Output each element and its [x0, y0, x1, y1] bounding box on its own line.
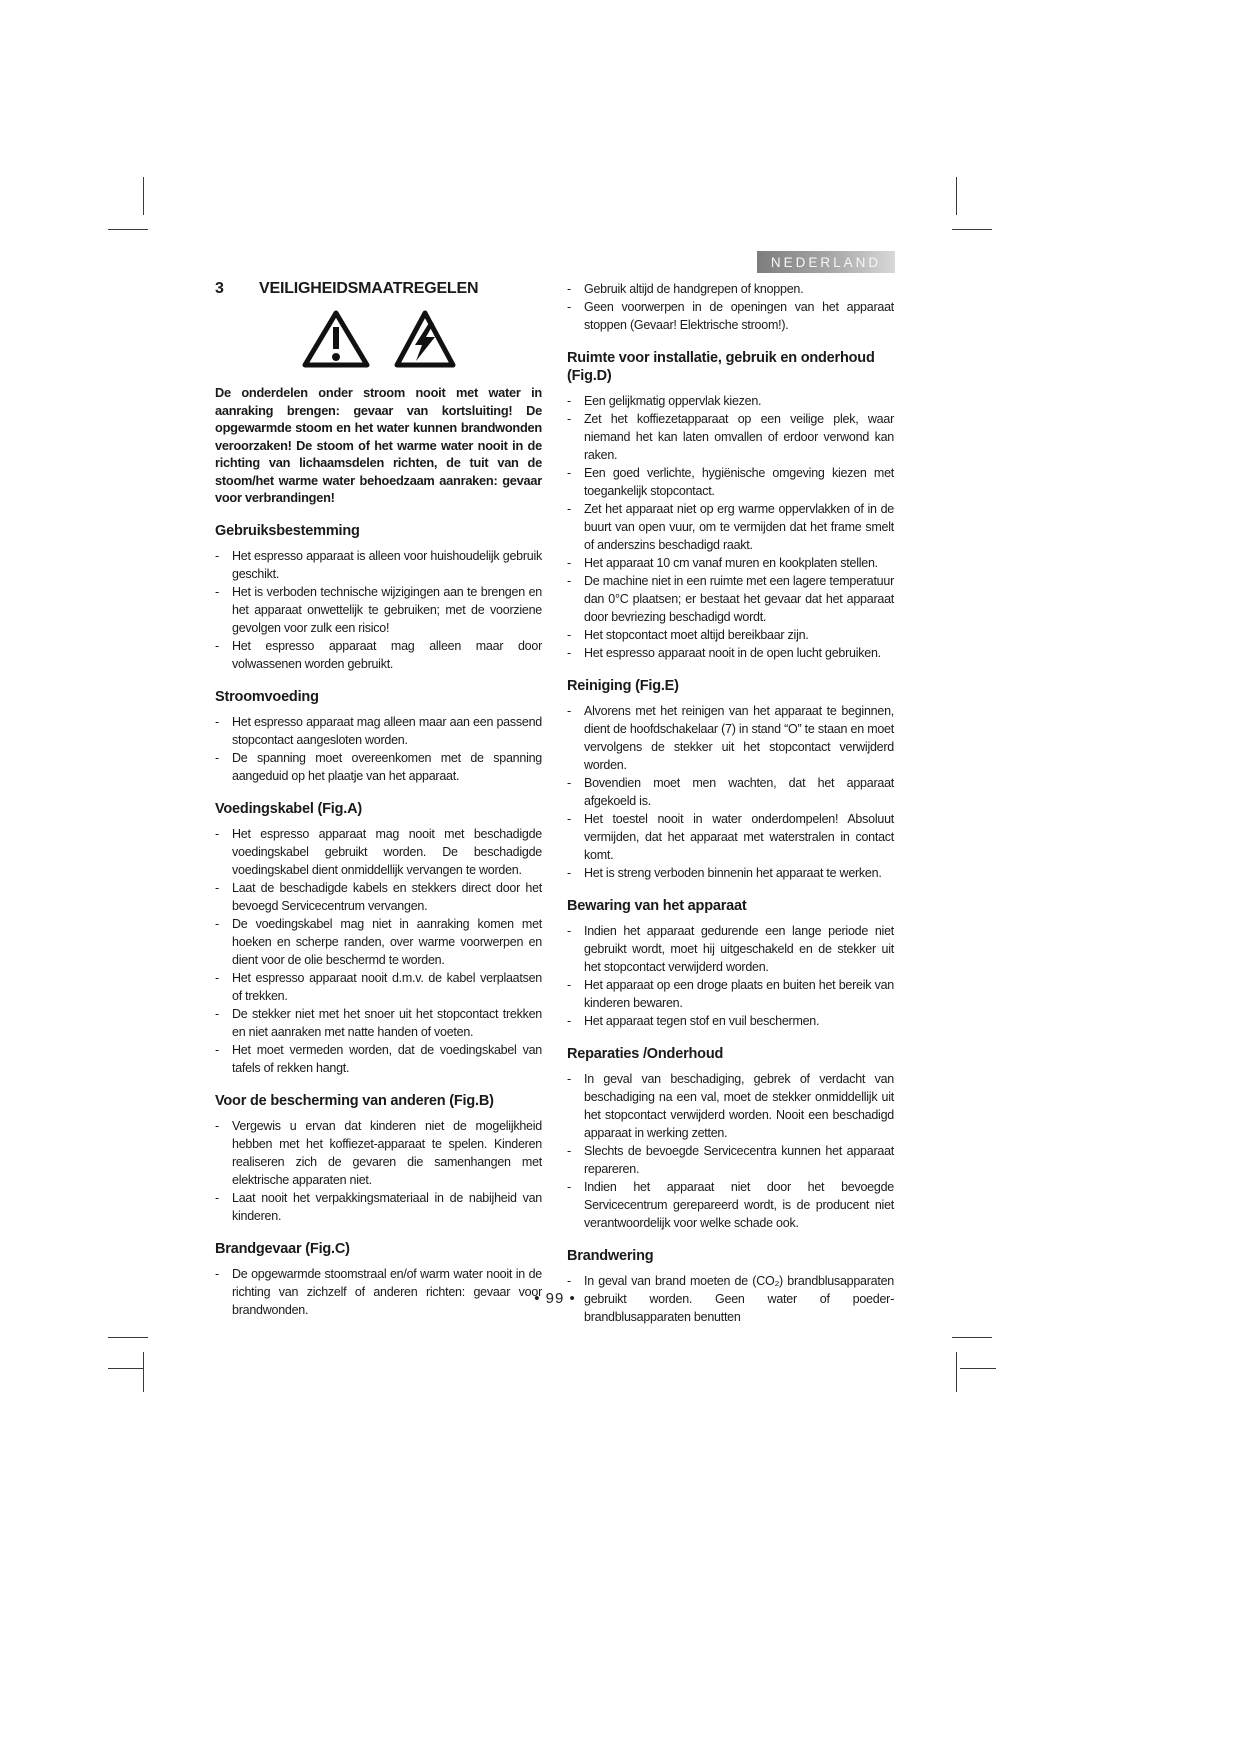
list-item: [567, 626, 894, 644]
section-heading: Bewaring van het apparaat: [567, 898, 747, 914]
list-item-text: Het espresso apparaat mag alleen maar aan een passend stopcontact aangesloten worden.: [232, 714, 542, 747]
crop-mark: [108, 1368, 144, 1369]
list-item-text: Het apparaat tegen stof en vuil beschermen.: [584, 1014, 820, 1028]
list-item: [567, 554, 894, 572]
list-item: [567, 1012, 894, 1030]
bullet-list: [567, 702, 894, 882]
intro-warning-text: De onderdelen onder stroom nooit met water in aanraking brengen: gevaar van kortsluiting! De opgewarmde stoom en het water kunnen brandwonden veroorzaken! De stoom of het warme water nooit in de richting van lichaamsdelen richten, de tuit van de stoom/het warme water behoedzaam aanraken: gevaar voor verbrandingen!: [215, 385, 542, 505]
list-item: [215, 825, 542, 879]
dash-bullet: -: [567, 812, 571, 826]
list-item-text: Indien het apparaat gedurende een lange periode niet gebruikt wordt, moet hij uitgeschakeld en de stekker uit het stopcontact verwijderd worden.: [584, 924, 894, 974]
section-heading: Voor de bescherming van anderen (Fig.B): [215, 1092, 494, 1109]
list-item-text: Laat nooit het verpakkingsmateriaal in de nabijheid van kinderen.: [232, 1190, 542, 1223]
list-item: [567, 702, 894, 774]
dash-bullet: -: [567, 502, 571, 516]
list-item: [567, 500, 894, 554]
list-item-text: Het espresso apparaat mag alleen maar door volwassenen worden gebruikt.: [232, 638, 542, 671]
bullet-list: [215, 713, 542, 785]
bullet-list: [567, 1070, 894, 1232]
list-item-text: De spanning moet overeenkomen met de spanning aangeduid op het plaatje van het apparaat.: [232, 750, 542, 783]
section-heading: Voedingskabel (Fig.A): [215, 800, 362, 817]
list-item-text: In geval van beschadiging, gebrek of verdacht van beschadiging na een val, moet de stekker onmiddellijk uit het stopcontact verwijderd worden. Nooit een beschadigd apparaat in werking zetten.: [584, 1072, 894, 1140]
list-item: [567, 572, 894, 626]
list-item-text: Het is streng verboden binnenin het apparaat te werken.: [584, 866, 882, 880]
dash-bullet: -: [567, 1274, 571, 1288]
dash-bullet: -: [215, 1118, 219, 1133]
list-item-text: Het is verboden technische wijzigingen aan te brengen en het apparaat onwettelijk te gebruiken; met de voorziene gevolgen voor zulk een risico!: [232, 584, 542, 635]
list-item-text: De machine niet in een ruimte met een lagere temperatuur dan 0°C plaatsen; er bestaat het gevaar dat het apparaat door bevriezing beschadigd wordt.: [584, 574, 894, 624]
list-item-text: Zet het apparaat niet op erg warme oppervlakken of in de buurt van open vuur, om te vermijden dat het frame smelt of anderszins beschadigd raakt.: [584, 502, 894, 552]
dash-bullet: -: [215, 1266, 219, 1281]
list-item: [567, 392, 894, 410]
left-column: [215, 280, 542, 1319]
dash-bullet: -: [567, 574, 571, 588]
list-item-text: Een goed verlichte, hygiënische omgeving kiezen met toegankelijk stopcontact.: [584, 466, 894, 498]
list-item: [567, 922, 894, 976]
dash-bullet: -: [567, 1014, 571, 1028]
section-heading: Reiniging (Fig.E): [567, 678, 679, 694]
crop-mark: [108, 1337, 148, 1338]
list-item: [215, 879, 542, 915]
crop-mark: [143, 177, 144, 215]
list-item: [567, 774, 894, 810]
crop-mark: [952, 1337, 992, 1338]
dash-bullet: -: [567, 628, 571, 642]
list-item-text: Het espresso apparaat nooit d.m.v. de kabel verplaatsen of trekken.: [232, 970, 542, 1003]
dash-bullet: -: [567, 282, 571, 296]
bullet-list: [215, 547, 542, 673]
list-item-text: Het apparaat op een droge plaats en buiten het bereik van kinderen bewaren.: [584, 978, 894, 1010]
list-item: [215, 915, 542, 969]
list-item-text: Een gelijkmatig oppervlak kiezen.: [584, 394, 762, 408]
dash-bullet: -: [567, 866, 571, 880]
dash-bullet: -: [215, 638, 219, 653]
list-item-text: Het espresso apparaat nooit in de open lucht gebruiken.: [584, 646, 881, 660]
dash-bullet: -: [567, 978, 571, 992]
list-item: [567, 1178, 894, 1232]
list-item-text: Het espresso apparaat is alleen voor huishoudelijk gebruik geschikt.: [232, 548, 542, 581]
dash-bullet: -: [215, 1190, 219, 1205]
bullet-list: [567, 392, 894, 662]
list-item-text: Het espresso apparaat mag nooit met beschadigde voedingskabel gebruikt worden. De beschadigde voedingskabel dient onmiddellijk vervangen te worden.: [232, 826, 542, 877]
section-heading: Ruimte voor installatie, gebruik en onderhoud (Fig.D): [567, 350, 875, 384]
list-item: [567, 1142, 894, 1178]
chapter-number: 3: [215, 280, 224, 297]
list-item: [215, 1041, 542, 1077]
list-item: [567, 644, 894, 662]
dash-bullet: -: [567, 1144, 571, 1158]
dash-bullet: -: [567, 1072, 571, 1086]
list-item-text: Het apparaat 10 cm vanaf muren en kookplaten stellen.: [584, 556, 878, 570]
dash-bullet: -: [567, 412, 571, 426]
list-item-text: Het toestel nooit in water onderdompelen! Absoluut vermijden, dat het apparaat met waterstralen in contact komt.: [584, 812, 894, 862]
left-sections: [215, 522, 542, 1319]
list-item: [567, 280, 894, 298]
crop-mark: [956, 1352, 957, 1392]
list-item: [215, 637, 542, 673]
dash-bullet: -: [215, 750, 219, 765]
dash-bullet: -: [215, 970, 219, 985]
dash-bullet: -: [567, 924, 571, 938]
crop-mark: [956, 177, 957, 215]
crop-mark: [108, 229, 148, 230]
list-item: [215, 713, 542, 749]
list-item-text: Indien het apparaat niet door het bevoegde Servicecentrum gerepareerd wordt, is de producent niet verantwoordelijk voor welke schade ook.: [584, 1180, 894, 1230]
list-item-text: Vergewis u ervan dat kinderen niet de mogelijkheid hebben met het koffiezet-apparaat te spelen. Kinderen realiseren zich de gevaren die samenhangen met elektrische apparaten niet.: [232, 1118, 542, 1187]
dash-bullet: -: [567, 646, 571, 660]
list-item: [567, 864, 894, 882]
bullet-list: [215, 1117, 542, 1225]
list-item: [567, 810, 894, 864]
dash-bullet: -: [567, 300, 571, 314]
crop-mark: [960, 1368, 996, 1369]
list-item-text: Het stopcontact moet altijd bereikbaar zijn.: [584, 628, 809, 642]
list-item-text: Alvorens met het reinigen van het apparaat te beginnen, dient de hoofdschakelaar (7) in stand “O” te staan en moet vervolgens de stekker uit het stopcontact verwijderd worden.: [584, 704, 894, 772]
list-item: [215, 583, 542, 637]
dash-bullet: -: [215, 916, 219, 931]
list-item: [215, 1117, 542, 1189]
list-item: [567, 410, 894, 464]
language-label: NEDERLAND: [770, 254, 882, 270]
list-item-text: Bovendien moet men wachten, dat het apparaat afgekoeld is.: [584, 776, 894, 808]
right-column: [567, 280, 894, 1326]
list-item-text: Gebruik altijd de handgrepen of knoppen.: [584, 282, 804, 296]
list-item-text: Het moet vermeden worden, dat de voedingskabel van tafels of rekken hangt.: [232, 1042, 542, 1075]
page-number: • 99 •: [534, 1290, 576, 1307]
dash-bullet: -: [215, 584, 219, 599]
dash-bullet: -: [567, 704, 571, 718]
language-banner: [757, 251, 895, 273]
list-item: [215, 547, 542, 583]
list-item-text: De opgewarmde stoomstraal en/of warm water nooit in de richting van zichzelf of anderen richten: gevaar voor brandwonden.: [232, 1266, 542, 1317]
dash-bullet: -: [215, 880, 219, 895]
list-item: [567, 298, 894, 334]
list-item-text: De voedingskabel mag niet in aanraking komen met hoeken en scherpe randen, over warme voorwerpen en dient voor de olie beschermd te worden.: [232, 916, 542, 967]
section-heading: Reparaties /Onderhoud: [567, 1046, 724, 1062]
list-item: [567, 976, 894, 1012]
dash-bullet: -: [215, 714, 219, 729]
dash-bullet: -: [215, 548, 219, 563]
list-item-text: In geval van brand moeten de (CO₂) brandblusapparaten gebruikt worden. Geen water of poeder-brandblusapparaten benutten: [584, 1274, 894, 1324]
list-item: [567, 464, 894, 500]
dash-bullet: -: [567, 394, 571, 408]
crop-mark: [143, 1352, 144, 1392]
list-item: [215, 749, 542, 785]
list-item: [567, 1070, 894, 1142]
list-item-text: Slechts de bevoegde Servicecentra kunnen het apparaat repareren.: [584, 1144, 894, 1176]
list-item-text: De stekker niet met het snoer uit het stopcontact trekken en niet aanraken met natte handen of voeten.: [232, 1006, 542, 1039]
bullet-list: [567, 922, 894, 1030]
chapter-title-row: [215, 280, 542, 298]
dash-bullet: -: [567, 556, 571, 570]
section-heading: Brandgevaar (Fig.C): [215, 1240, 350, 1257]
bullet-list: [567, 280, 894, 334]
dash-bullet: -: [215, 826, 219, 841]
exclamation-triangle-icon: [301, 308, 371, 370]
list-item: [215, 1189, 542, 1225]
right-sections: [567, 280, 894, 1326]
lightning-triangle-icon: [387, 308, 457, 370]
crop-mark: [952, 229, 992, 230]
section-heading: Stroomvoeding: [215, 688, 319, 705]
list-item-text: Zet het koffiezetapparaat op een veilige plek, waar niemand het kan laten omvallen of erdoor verwond kan raken.: [584, 412, 894, 462]
warning-icons-row: [215, 308, 542, 370]
list-item: [215, 969, 542, 1005]
dash-bullet: -: [567, 776, 571, 790]
list-item-text: Laat de beschadigde kabels en stekkers direct door het bevoegd Servicecentrum vervangen.: [232, 880, 542, 913]
dash-bullet: -: [215, 1006, 219, 1021]
chapter-title: VEILIGHEIDSMAATREGELEN: [259, 280, 479, 297]
section-heading: Brandwering: [567, 1248, 654, 1264]
list-item-text: Geen voorwerpen in de openingen van het apparaat stoppen (Gevaar! Elektrische stroom!).: [584, 300, 894, 332]
bullet-list: [215, 825, 542, 1077]
dash-bullet: -: [567, 466, 571, 480]
section-heading: Gebruiksbestemming: [215, 522, 360, 539]
dash-bullet: -: [215, 1042, 219, 1057]
dash-bullet: -: [567, 1180, 571, 1194]
list-item: [215, 1005, 542, 1041]
